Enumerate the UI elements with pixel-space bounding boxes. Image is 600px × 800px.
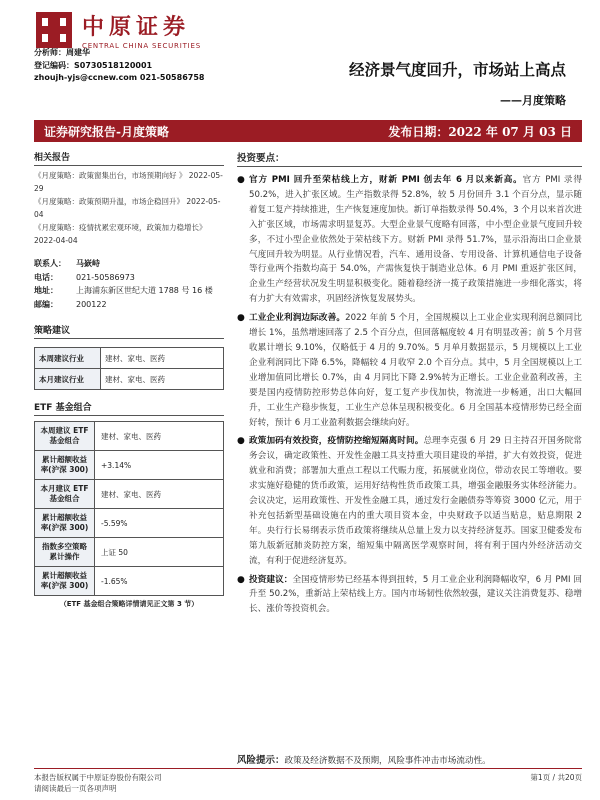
phone: 021-50586973 [76, 272, 135, 282]
table-cell-value: 建材、家电、医药 [101, 348, 224, 369]
contact-block [34, 257, 224, 311]
contact-person-label: 联系人： [34, 259, 66, 268]
table-row [35, 451, 224, 480]
report-banner [34, 120, 582, 142]
key-point-text: 2022 年前 5 个月，全国规模以上工业企业实现利润总额同比增长 1%，虽然增速回落了 2.5 个百分点，但回落幅度较 4 月有明显改善；前 5 个月营收累计增长 9.10%，仅略低于 4 月的 9.70%。5 月单月数据显示，5 月规模以上工业企业利润同比下降 6.5%，降幅较 4 月收窄 2.0 个百分点。其中，5 月全国规模以上工业增加值同比增长 0.7%，由 4 月同比下降 2.9%转为正增长。工业企业盈利改善，主要是国内疫情防控形势总体向好，复工复产步伐加快，物流进一步畅通，出口大幅回升，工业生产稳步恢复，工业生产总体呈现积极变化。6 月全国基本疫情形势已经全面好转，预计 6 月工业盈利数据会继续向好。 [249, 313, 582, 428]
address: 上海浦东新区世纪大道 1788 号 16 楼 [76, 286, 213, 295]
risk-text: 政策及经济数据不及预期，风险事件冲击市场流动性。 [284, 756, 491, 766]
zip: 200122 [76, 299, 107, 309]
etf-table [34, 421, 224, 596]
reg-code: S0730518120001 [74, 60, 153, 70]
strategy-section [34, 323, 224, 390]
publish-date: 发布日期：2022 年 07 月 03 日 [388, 124, 572, 139]
table-cell-label: 本周建议 ETF 基金组合 [35, 422, 95, 451]
bullet-icon: ● [237, 574, 245, 585]
report-subtitle: ——月度策略 [500, 94, 566, 107]
table-cell-label: 本月建议行业 [35, 369, 101, 390]
related-reports-list [34, 169, 224, 247]
related-report-item[interactable]: 《月度策略：政策窗集出台，市场预期向好 》 2022-05-29 [34, 171, 223, 193]
table-row [35, 422, 224, 451]
contact-person: 马嶔峙 [76, 259, 100, 268]
analyst-info [34, 47, 204, 85]
etf-section [34, 400, 224, 609]
table-cell-label: 本周建议行业 [35, 348, 101, 369]
report-title: 经济景气度回升，市场站上高点 [348, 60, 566, 79]
strategy-heading: 策略建议 [34, 323, 224, 339]
address-label: 地址： [34, 286, 58, 295]
table-row [35, 509, 224, 538]
table-row [35, 567, 224, 596]
logo-name-en: CENTRAL CHINA SECURITIES [82, 42, 201, 50]
table-cell-value: +3.14% [95, 451, 224, 480]
table-row [35, 348, 224, 369]
copyright-text: 本报告版权属于中原证券股份有限公司 [34, 773, 162, 782]
key-point-text: 官方 PMI 录得 50.2%，进入扩张区域。生产指数录得 52.8%，较 5 月份回升 3.1 个百分点，显示随着复工复产持续推进，生产恢复速度加快。新订单指数录得 50.4%，3 个月以来首次进入扩张区域，市场需求明显复苏。大型企业景气度略有回落，中小型企业景气度回升较多，不过小型企业依然处于荣枯线下方。财新 PMI 录得 51.7%，显示沿海出口企业景气度回升较为明显。从行业情况看，汽车、通用设备、专用设备、计算机通信电子设备等行业两个指数均高于 54.0%，产需恢复快于制造业总体。6 月 PMI 重返扩张区间，企业生产经营状况发生明显积极变化。随着稳经济一揽子政策措施进一步细化落实，将有力扩大有效需求，巩固经济恢复发展势头。 [249, 175, 582, 305]
table-cell-value: 建材、家电、医药 [95, 480, 224, 509]
company-logo-icon [34, 10, 74, 50]
key-points-heading: 投资要点： [237, 150, 582, 167]
table-row [35, 538, 224, 567]
key-point-paragraph [237, 173, 582, 307]
reg-label: 登记编码： [34, 60, 74, 70]
bullet-icon: ● [237, 436, 245, 447]
related-reports-heading: 相关报告 [34, 150, 224, 166]
logo-name-cn: 中原证券 [82, 14, 191, 40]
table-cell-value: 建材、家电、医药 [101, 369, 224, 390]
report-type: 证券研究报告-月度策略 [44, 124, 169, 139]
page-number: 第1页 / 共20页 [530, 773, 582, 782]
key-points-section [237, 150, 582, 621]
left-sidebar [34, 150, 224, 609]
key-point-text: 全国疫情形势已经基本得到扭转，5 月工业企业利润降幅收窄，6 月 PMI 回升至 50.2%，重新站上荣枯线上方。国内市场韧性依然较强，建议关注消费复苏、稳增长、涨价等投资机会。 [249, 574, 582, 615]
etf-heading: ETF 基金组合 [34, 400, 224, 416]
table-cell-value: 上证 50 [95, 538, 224, 567]
key-point-lead: 政策加码有效投资，疫情防控缩短隔离时间。 [249, 436, 424, 447]
table-cell-label: 累计超额收益率(沪深 300) [35, 509, 95, 538]
table-cell-label: 本月建议 ETF 基金组合 [35, 480, 95, 509]
table-cell-value: -1.65% [95, 567, 224, 596]
table-row [35, 369, 224, 390]
table-cell-value: 建材、家电、医药 [95, 422, 224, 451]
risk-label: 风险提示： [237, 755, 285, 766]
table-row [35, 480, 224, 509]
key-point-paragraph [237, 311, 582, 430]
related-report-item[interactable]: 《月度策略：政策预期升温，市场企稳回升》 2022-05-04 [34, 197, 221, 219]
page-footer [34, 768, 582, 794]
key-point-paragraph [237, 434, 582, 568]
key-point-lead: 官方 PMI 回升至荣枯线上方，财新 PMI 创去年 6 月以来新高。 [249, 175, 523, 185]
phone-label: 电话： [34, 272, 58, 282]
analyst-name: 周建华 [66, 48, 90, 57]
key-point-lead: 投资建议： [249, 574, 293, 585]
table-cell-value: -5.59% [95, 509, 224, 538]
etf-note: （ETF 基金组合策略详情请见正文第 3 节） [59, 600, 199, 608]
zip-label: 邮编： [34, 299, 58, 309]
key-point-text: 总理李克强 6 月 29 日主持召开国务院常务会议，确定政策性、开发性金融工具支持重大项目建设的举措，扩大有效投资，促进就业和消费；部署加大重点工程以工代赈力度，拓展就业岗位，带动农民工等增收。要求实施好稳健的货币政策，运用好结构性货币政策工具，增强金融服务实体经济能力。会议决定，运用政策性、开发性金融工具，通过发行金融债券等筹资 3000 亿元，用于补充包括新型基础设施在内的重大项目资本金，中央财政予以适当贴息，贴息期限 2 年。央行行长易纲表示货币政策将继续从总量上发力以支持经济复苏。国家卫健委发布第九版新冠肺炎防控方案，缩短集中隔离医学观察时间，将有利于国内外经济活动交流，有利于促进经济复苏。 [249, 436, 582, 566]
analyst-label: 分析师： [34, 48, 66, 57]
analyst-contact: zhoujh-yjs@ccnew.com 021-50586758 [34, 73, 205, 82]
company-logo [34, 10, 201, 50]
key-point-lead: 工业企业利润边际改善。 [249, 313, 346, 324]
table-cell-label: 累计超额收益率(沪深 300) [35, 451, 95, 480]
disclaimer-link[interactable]: 请阅读最后一页各项声明 [34, 784, 117, 793]
bullet-icon: ● [237, 175, 245, 185]
strategy-table [34, 347, 224, 390]
bullet-icon: ● [237, 313, 245, 324]
table-cell-label: 指数多空策略累计操作 [35, 538, 95, 567]
risk-warning [237, 752, 491, 766]
table-cell-label: 累计超额收益率(沪深 300) [35, 567, 95, 596]
related-report-item[interactable]: 《月度策略：疫情扰累宏观环境，政策加力稳增长》 2022-04-04 [34, 223, 207, 245]
key-point-paragraph [237, 573, 582, 618]
